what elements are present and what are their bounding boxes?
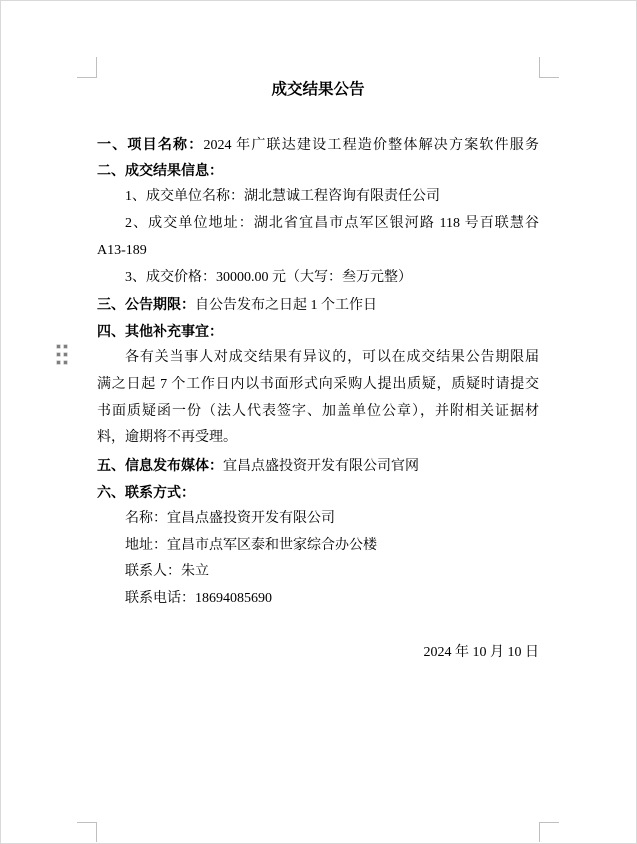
section-period-value: 自公告发布之日起 1 个工作日	[195, 298, 377, 314]
supplementary-line-1: 各有关当事人对成交结果有异议的，可以在成交结果公告期限届	[125, 349, 539, 365]
section-media	[97, 452, 539, 479]
drag-handle-icon[interactable]	[57, 345, 67, 364]
contact-name-line: 名称：宜昌点盛投资开发有限公司	[125, 510, 335, 526]
contact-address-line: 地址：宜昌市点军区泰和世家综合办公楼	[125, 537, 377, 553]
document-body	[97, 77, 539, 667]
drag-handle-dot	[57, 361, 60, 364]
drag-handle-dot	[57, 353, 60, 356]
blank-line	[97, 613, 539, 640]
section-media-value: 宜昌点盛投资开发有限公司官网	[223, 459, 419, 475]
supplementary-line-2: 满之日起 7 个工作日内以书面形式向采购人提出质疑，质疑时请提交	[97, 376, 539, 392]
crop-mark-top-right	[539, 57, 559, 78]
supplementary-line-4: 料，逾期将不再受理。	[97, 430, 237, 446]
section-project	[97, 131, 539, 158]
date-line: 2024 年 10 月 10 日	[423, 644, 539, 660]
section-media-label: 五、信息发布媒体：	[97, 457, 223, 474]
contact-phone-line: 联系电话：18694085690	[125, 591, 272, 607]
blank-line	[97, 104, 539, 131]
document-title: 成交结果公告	[271, 81, 365, 98]
section-result-heading	[97, 157, 539, 184]
section-supplementary-heading	[97, 318, 539, 345]
drag-handle-dot	[64, 361, 67, 364]
winner-name-line: 1、成交单位名称：湖北慧诚工程咨询有限责任公司	[125, 189, 440, 205]
section-contact-heading	[97, 479, 539, 506]
section-period	[97, 291, 539, 318]
section-supplementary-label: 四、其他补充事宜：	[97, 323, 223, 340]
winner-address-line-1: 2、成交单位地址：湖北省宜昌市点军区银河路 118 号百联慧谷	[125, 215, 539, 231]
crop-mark-bottom-left	[77, 822, 97, 842]
section-result-label: 二、成交结果信息：	[97, 162, 223, 179]
section-period-label: 三、公告期限：	[97, 296, 195, 313]
contact-person-line: 联系人：朱立	[125, 564, 209, 580]
section-project-value: 2024 年广联达建设工程造价整体解决方案软件服务	[203, 137, 540, 153]
winner-address-line-2: A13-189	[97, 242, 147, 258]
section-contact-label: 六、联系方式：	[97, 483, 195, 500]
drag-handle-dot	[64, 345, 67, 348]
price-line: 3、成交价格：30000.00 元（大写：叁万元整）	[125, 269, 412, 285]
supplementary-line-3: 书面质疑函一份（法人代表签字、加盖单位公章），并附相关证据材	[97, 403, 539, 419]
drag-handle-dot	[64, 353, 67, 356]
crop-mark-bottom-right	[539, 822, 559, 842]
crop-mark-top-left	[77, 57, 97, 78]
section-project-label: 一、项目名称：	[97, 135, 204, 152]
drag-handle-dot	[57, 345, 60, 348]
